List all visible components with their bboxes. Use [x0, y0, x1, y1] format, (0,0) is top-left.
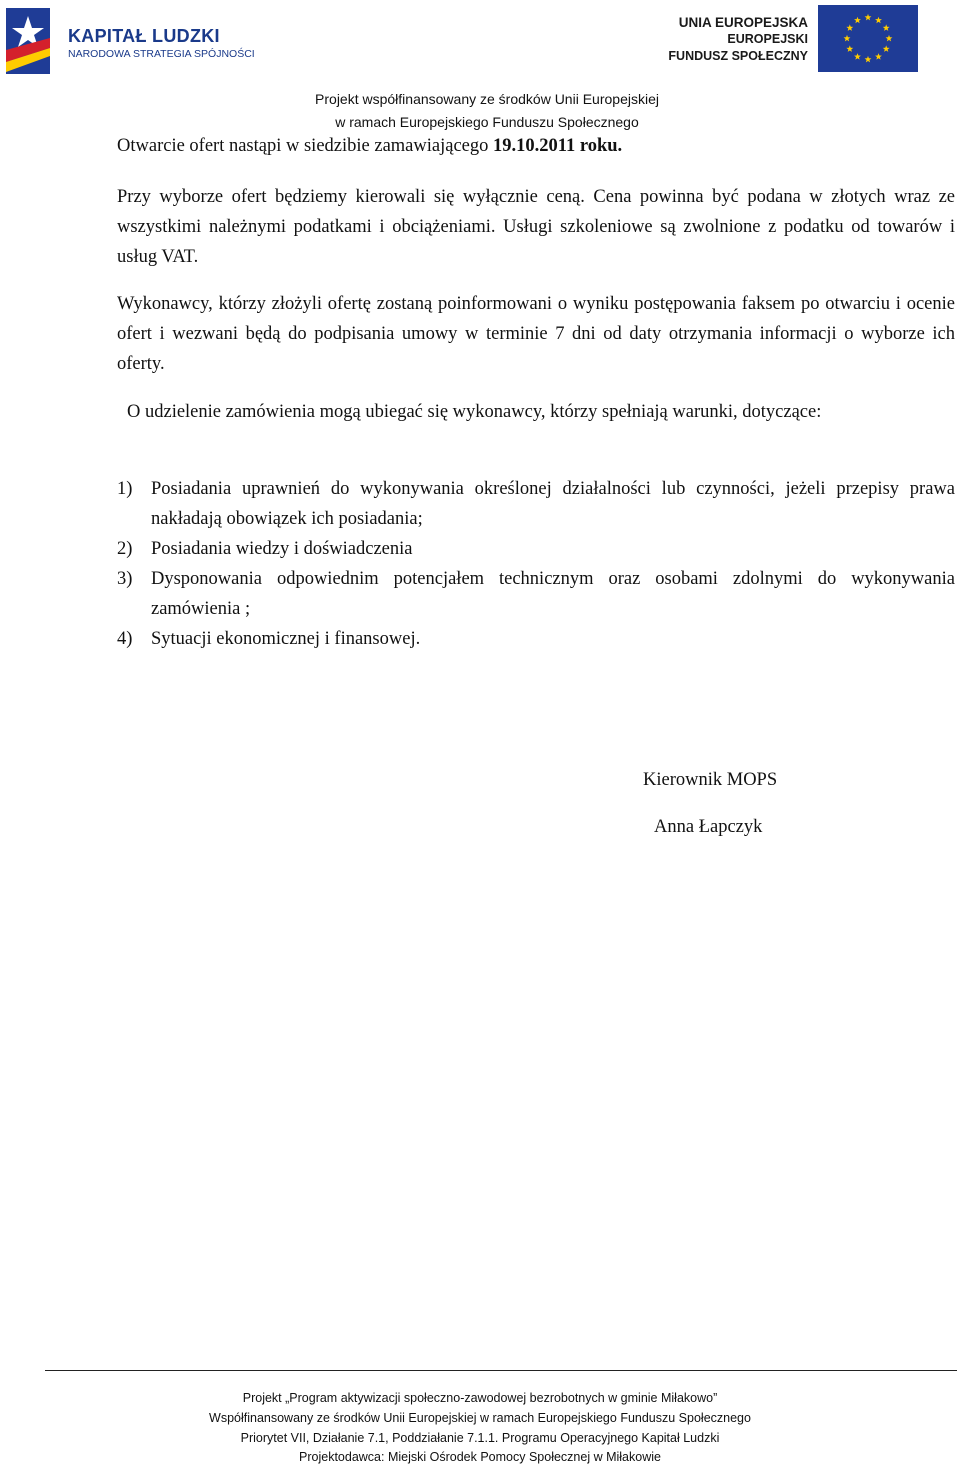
list-item-text: Dysponowania odpowiednim potencjałem technicznym oraz osobami zdolnymi do wykonywania zamówienia ;	[151, 569, 955, 619]
footer-line3: Priorytet VII, Działanie 7.1, Poddziałanie 7.1.1. Programu Operacyjnego Kapitał Ludzki	[240, 1431, 720, 1445]
conditions-intro-paragraph: O udzielenie zamówienia mogą ubiegać się wykonawcy, którzy spełniają warunki, dotyczące:	[127, 402, 822, 422]
signature-name: Anna Łapczyk	[654, 817, 763, 837]
list-item-number: 2)	[117, 539, 133, 559]
footer-divider	[45, 1370, 957, 1371]
opening-date: 19.10.2011 roku.	[493, 136, 623, 156]
eu-line1: UNIA EUROPEJSKA	[678, 15, 808, 30]
list-item-number: 3)	[117, 569, 133, 589]
list-item	[117, 474, 955, 534]
kapital-ludzki-title: KAPITAŁ LUDZKI	[68, 26, 220, 46]
kapital-ludzki-subtitle: NARODOWA STRATEGIA SPÓJNOŚCI	[68, 48, 255, 60]
opening-text: Otwarcie ofert nastąpi w siedzibie zamawiającego	[117, 136, 493, 156]
eu-line3: FUNDUSZ SPOŁECZNY	[668, 49, 808, 63]
notification-paragraph: Wykonawcy, którzy złożyli ofertę zostaną poinformowani o wyniku postępowania faksem po otwarciu i ocenie ofert i wezwani będą do podpisania umowy w terminie 7 dni od daty otrzymania informacji o wyborze ich oferty.	[117, 294, 955, 374]
list-item	[117, 624, 955, 654]
cofinance-line1: Projekt współfinansowany ze środków Unii Europejskiej	[315, 91, 659, 107]
conditions-list	[117, 474, 955, 654]
eu-logo-text	[668, 14, 808, 65]
page-header	[0, 0, 960, 140]
footer-line4: Projektodawca: Miejski Ośrodek Pomocy Społecznej w Miłakowie	[299, 1450, 661, 1464]
footer-line2: Współfinansowany ze środków Unii Europejskiej w ramach Europejskiego Funduszu Społecznego	[209, 1411, 751, 1425]
list-item	[117, 534, 955, 564]
opening-paragraph	[117, 131, 955, 161]
cofinance-line2: w ramach Europejskiego Funduszu Społecznego	[335, 114, 639, 130]
footer-line1: Projekt „Program aktywizacji społeczno-zawodowej bezrobotnych w gminie Miłakowo”	[242, 1391, 718, 1405]
eu-flag-icon	[818, 5, 918, 72]
list-item-number: 4)	[117, 629, 133, 649]
signature-title: Kierownik MOPS	[643, 770, 778, 790]
selection-paragraph: Przy wyborze ofert będziemy kierowali się wyłącznie ceną. Cena powinna być podana w złotych wraz ze wszystkimi należnymi podatkami i obciążeniami. Usługi szkoleniowe są zwolnione z podatku od towarów i usług VAT.	[117, 187, 955, 267]
kapital-ludzki-logo	[2, 2, 255, 74]
list-item-text: Posiadania wiedzy i doświadczenia	[151, 539, 413, 559]
kapital-ludzki-emblem-icon	[4, 6, 52, 76]
eu-line2: EUROPEJSKI	[727, 32, 808, 46]
list-item-text: Sytuacji ekonomicznej i finansowej.	[151, 629, 421, 649]
list-item-number: 1)	[117, 479, 133, 499]
list-item	[117, 564, 955, 624]
list-item-text: Posiadania uprawnień do wykonywania określonej działalności lub czynności, jeżeli przepisy prawa nakładają obowiązek ich posiadania;	[151, 479, 955, 529]
